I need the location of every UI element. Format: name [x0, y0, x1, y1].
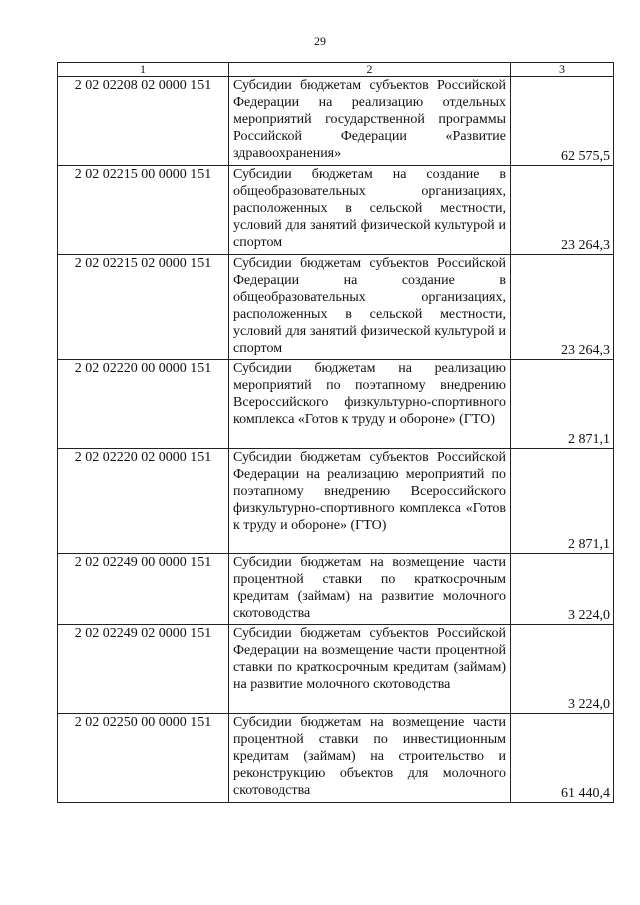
amount-cell: 23 264,3 [511, 255, 614, 360]
budget-revenue-table [57, 62, 614, 803]
amount-cell: 3 224,0 [511, 625, 614, 714]
description-cell: Субсидии бюджетам субъектов Российской Федерации на возмещение части процентной ставки по краткосрочным кредитам (займам) на развитие молочного скотоводства [229, 625, 511, 714]
table-row [58, 449, 614, 554]
table-row [58, 166, 614, 255]
description-cell: Субсидии бюджетам на возмещение части процентной ставки по инвестиционным кредитам (займам) на строительство и реконструкцию объектов для молочного скотоводства [229, 714, 511, 803]
description-cell: Субсидии бюджетам субъектов Российской Федерации на реализацию мероприятий по поэтапному внедрению Всероссийского физкультурно-спортивного комплекса «Готов к труду и обороне» (ГТО) [229, 449, 511, 554]
description-cell: Субсидии бюджетам на создание в общеобразовательных организациях, расположенных в сельской местности, условий для занятий физической культурой и спортом [229, 166, 511, 255]
table-body [58, 63, 614, 803]
description-cell: Субсидии бюджетам субъектов Российской Федерации на создание в общеобразовательных организациях, расположенных в сельской местности, условий для занятий физической культурой и спортом [229, 255, 511, 360]
table-row [58, 255, 614, 360]
amount-cell: 23 264,3 [511, 166, 614, 255]
amount-cell: 2 871,1 [511, 360, 614, 449]
budget-code-cell: 2 02 02208 02 0000 151 [58, 77, 229, 166]
description-cell: Субсидии бюджетам субъектов Российской Федерации на реализацию отдельных мероприятий государственной программы Российской Федерации «Развитие здравоохранения» [229, 77, 511, 166]
column-header-code: 1 [58, 63, 229, 77]
table-row [58, 714, 614, 803]
table-row [58, 77, 614, 166]
column-header-amount: 3 [511, 63, 614, 77]
budget-code-cell: 2 02 02249 00 0000 151 [58, 554, 229, 625]
budget-code-cell: 2 02 02215 00 0000 151 [58, 166, 229, 255]
amount-cell: 61 440,4 [511, 714, 614, 803]
description-cell: Субсидии бюджетам на возмещение части процентной ставки по краткосрочным кредитам (займам) на развитие молочного скотоводства [229, 554, 511, 625]
budget-code-cell: 2 02 02220 00 0000 151 [58, 360, 229, 449]
table-row [58, 554, 614, 625]
description-cell: Субсидии бюджетам на реализацию мероприятий по поэтапному внедрению Всероссийского физкультурно-спортивного комплекса «Готов к труду и обороне» (ГТО) [229, 360, 511, 449]
table-row [58, 625, 614, 714]
table-header-row [58, 63, 614, 77]
amount-cell: 2 871,1 [511, 449, 614, 554]
column-header-description: 2 [229, 63, 511, 77]
budget-code-cell: 2 02 02249 02 0000 151 [58, 625, 229, 714]
amount-cell: 62 575,5 [511, 77, 614, 166]
amount-cell: 3 224,0 [511, 554, 614, 625]
budget-code-cell: 2 02 02215 02 0000 151 [58, 255, 229, 360]
budget-code-cell: 2 02 02220 02 0000 151 [58, 449, 229, 554]
table-row [58, 360, 614, 449]
page-number: 29 [314, 34, 326, 48]
budget-code-cell: 2 02 02250 00 0000 151 [58, 714, 229, 803]
